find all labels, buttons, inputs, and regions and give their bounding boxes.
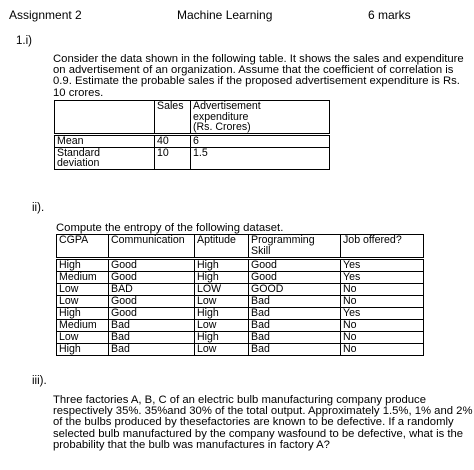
col-header-communication: Communication xyxy=(109,235,195,259)
cell: Low xyxy=(195,320,249,332)
cell: GOOD xyxy=(249,284,341,296)
col-header-aptitude: Aptitude xyxy=(195,235,249,259)
cell: Medium xyxy=(57,272,109,284)
cell: Bad xyxy=(109,320,195,332)
table-row xyxy=(57,259,424,272)
cell: Bad xyxy=(249,308,341,320)
header-line: (Rs. Crores) xyxy=(193,121,251,134)
cell: Bad xyxy=(249,332,341,344)
cell: Good xyxy=(109,272,195,284)
q1-line: 0.9. Estimate the probable sales if the proposed advertisement expenditure is Rs. xyxy=(53,75,460,88)
table-row xyxy=(57,320,424,332)
table-row xyxy=(57,332,424,344)
marks-label: 6 marks xyxy=(368,8,411,22)
cell: Yes xyxy=(341,272,424,284)
cell: Low xyxy=(57,332,109,344)
q3-line: probability that the bulb was manufactures in factory A? xyxy=(53,438,330,451)
q3-line: selected bulb manufactured by the company wasfound to be defective, what is the xyxy=(53,427,464,440)
q1-line: Consider the data shown in the following table. It shows the sales and expenditure xyxy=(53,53,464,65)
q3-line: of the bulbs produced by thesefactories are known to be defective. If a randomly xyxy=(53,416,454,429)
cell: No xyxy=(341,320,424,332)
q3-line: Three factories A, B, C of an electric bulb manufacturing company produce xyxy=(53,394,426,406)
cell: No xyxy=(341,296,424,308)
cell: Low xyxy=(195,344,249,356)
header-line: Advertisement xyxy=(193,100,261,112)
cell: Yes xyxy=(341,259,424,272)
cell: High xyxy=(57,344,109,356)
header-line: Skill xyxy=(251,245,271,257)
label-line: Standard xyxy=(57,146,100,159)
col-header-cgpa: CGPA xyxy=(57,235,109,259)
cell: Bad xyxy=(109,332,195,344)
table-row xyxy=(57,344,424,356)
cell: Good xyxy=(249,259,341,272)
cell: High xyxy=(195,332,249,344)
table-row xyxy=(55,147,330,169)
q1-line: 10 crores. xyxy=(53,86,104,99)
entropy-table xyxy=(56,234,424,356)
table-row xyxy=(57,308,424,320)
cell: Good xyxy=(109,308,195,320)
cell: Bad xyxy=(249,320,341,332)
cell: No xyxy=(341,332,424,344)
header-line: expenditure xyxy=(193,110,249,123)
adv-value: 1.5 xyxy=(191,147,330,169)
table-header-advertisement xyxy=(191,101,330,135)
table-header-row xyxy=(57,235,424,259)
sales-value: 40 xyxy=(155,134,191,147)
label-line: deviation xyxy=(57,157,100,170)
cell: High xyxy=(57,308,109,320)
cell: Low xyxy=(57,284,109,296)
cell: High xyxy=(195,259,249,272)
sales-value: 10 xyxy=(155,147,191,169)
q1-number: 1.i) xyxy=(16,35,32,47)
q3-text xyxy=(53,395,473,451)
sales-table xyxy=(54,100,330,170)
q2-number: ii). xyxy=(32,202,45,214)
table-header-sales: Sales xyxy=(155,101,191,135)
header-line: Programming xyxy=(251,234,315,246)
q1-text xyxy=(53,54,464,99)
cell: No xyxy=(341,284,424,296)
cell: Good xyxy=(109,296,195,308)
cell: Bad xyxy=(249,296,341,308)
table-header-row xyxy=(55,101,330,135)
col-header-programming-skill xyxy=(249,235,341,259)
cell: Good xyxy=(109,259,195,272)
q3-line: respectively 35%. 35%and 30% of the total output. Approximately 1.5%, 1% and 2% xyxy=(53,405,473,418)
cell: High xyxy=(57,259,109,272)
table-cell xyxy=(55,101,155,135)
cell: Bad xyxy=(109,344,195,356)
q1-line: on advertisement of an organization. Assume that the coefficient of correlation is xyxy=(53,64,454,77)
cell: Low xyxy=(195,296,249,308)
cell: Low xyxy=(57,296,109,308)
cell: Bad xyxy=(249,344,341,356)
subject-label: Machine Learning xyxy=(177,8,273,22)
cell: Good xyxy=(249,272,341,284)
table-row xyxy=(57,272,424,284)
cell: High xyxy=(195,272,249,284)
row-label: Mean xyxy=(55,134,155,147)
col-header-job-offered: Job offered? xyxy=(341,235,424,259)
cell: High xyxy=(195,308,249,320)
q2-intro: Compute the entropy of the following dataset. xyxy=(56,222,284,234)
cell: Yes xyxy=(341,308,424,320)
table-row xyxy=(57,296,424,308)
assignment-label: Assignment 2 xyxy=(9,8,82,22)
cell: BAD xyxy=(109,284,195,296)
table-row xyxy=(55,134,330,147)
adv-value: 6 xyxy=(191,134,330,147)
q3-number: iii). xyxy=(32,375,47,387)
cell: LOW xyxy=(195,284,249,296)
row-label xyxy=(55,147,155,169)
cell: No xyxy=(341,344,424,356)
table-row xyxy=(57,284,424,296)
cell: Medium xyxy=(57,320,109,332)
